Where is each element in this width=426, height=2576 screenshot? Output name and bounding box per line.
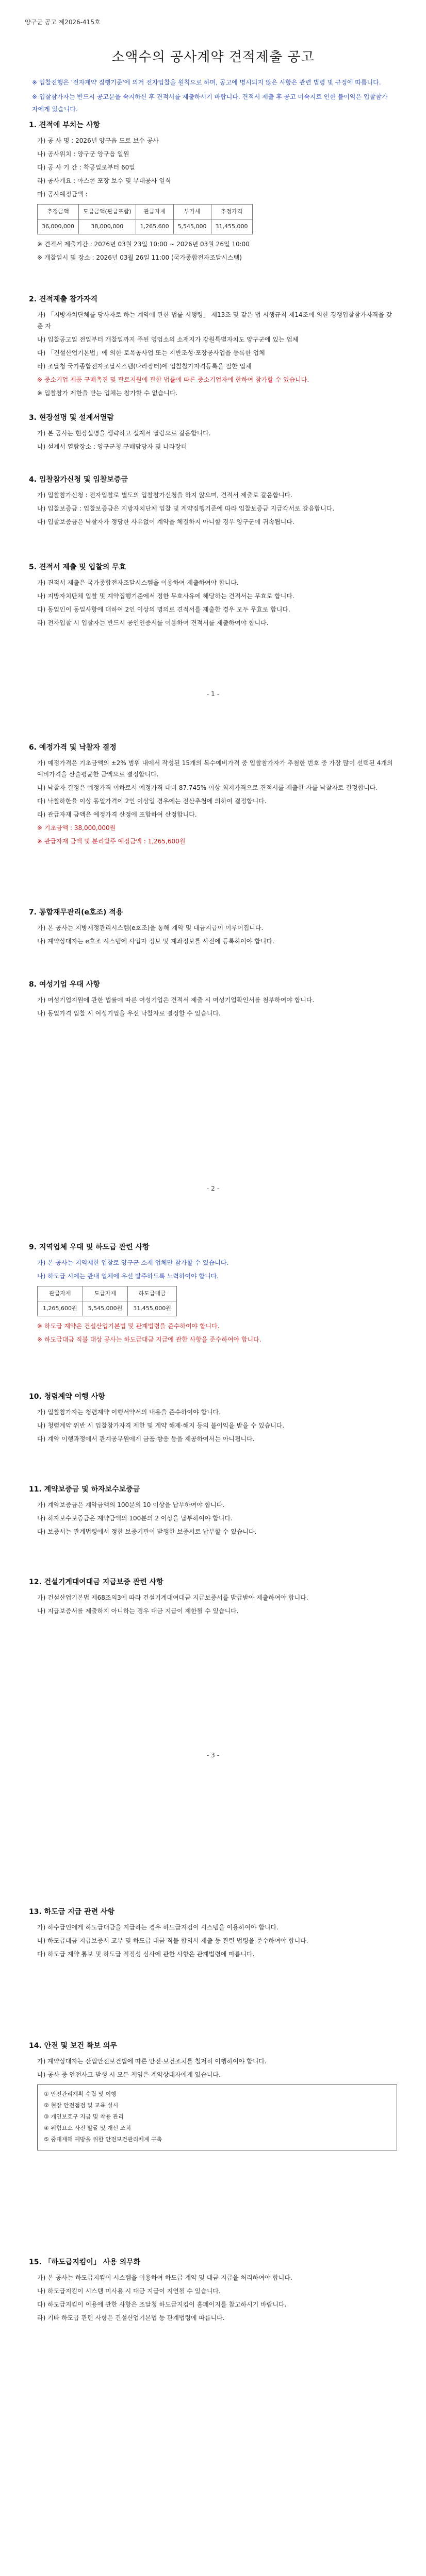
section-note: ※ 입찰참가 제한을 받는 업체는 참가할 수 없습니다.: [37, 389, 178, 397]
section-item: 가) 하수급인에게 하도급대금을 지급하는 경우 하도급지킴이 시스템을 이용하여야 합니다.: [37, 1924, 278, 1931]
section-item: 나) 입찰공고일 전일부터 개찰일까지 주된 영업소의 소재지가 강원특별자치도 양구군에 있는 업체: [37, 336, 299, 343]
section-item: 마) 공사예정금액 :: [37, 191, 88, 198]
section-item: 나) 청렴계약 위반 시 입찰참가자격 제한 및 계약 해제·해지 등의 불이익을 받을 수 있습니다.: [37, 1422, 285, 1429]
section-9: [29, 1242, 397, 1347]
table-header: 하도급대금: [128, 1286, 177, 1301]
section-item: 가) 본 공사는 지역제한 입찰로 양구군 소재 업체만 참가할 수 있습니다.: [37, 1259, 229, 1266]
section-title: 14. 안전 및 보건 확보 의무: [29, 2042, 117, 2050]
section-item: 라) 공사개요 : 아스콘 포장 보수 및 부대공사 일식: [37, 177, 171, 184]
section-item: 다) 「건설산업기본법」에 의한 토목공사업 또는 지반조성·포장공사업을 등록한 업체: [37, 349, 265, 357]
section-item: 나) 하자보수보증금은 계약금액의 100분의 2 이상을 납부하여야 합니다.: [37, 1515, 233, 1522]
table-header: 도급자재: [83, 1286, 128, 1301]
section-title: 7. 통합재무관리(e호조) 적용: [29, 908, 123, 917]
budget-table: [37, 204, 253, 234]
document-title: 소액수의 공사계약 견적제출 공고: [111, 49, 315, 65]
page-number: - 1 -: [207, 690, 219, 698]
box-line: ⑤ 중대재해 예방을 위한 안전보건관리체계 구축: [44, 2136, 162, 2143]
section-title: 4. 입찰참가신청 및 입찰보증금: [29, 476, 128, 484]
section-item: 가) 계약상대자는 산업안전보건법에 따른 안전·보건조치를 철저히 이행하여야 합니다.: [37, 2058, 267, 2065]
safety-box: [37, 2084, 397, 2150]
section-note: ※ 견적서 제출기간 : 2026년 03월 23일 10:00 ~ 2026년 03월 26일 10:00: [37, 241, 250, 248]
section-11: [29, 1484, 397, 1539]
section-13: [29, 1906, 397, 1962]
section-4: [29, 474, 397, 530]
table-header: 추정금액: [38, 205, 79, 219]
section-item: 나) 입찰보증금 : 입찰보증금은 지방자치단체 입찰 및 계약집행기준에 따라 입찰보증금 지급각서로 갈음합니다.: [37, 505, 335, 512]
section-title: 10. 청렴계약 이행 사항: [29, 1393, 105, 1401]
section-note: ※ 기초금액 : 38,000,000원: [37, 824, 116, 832]
page-number: - 2 -: [207, 1185, 219, 1192]
section-note: ※ 하도급 계약은 건설산업기본법 및 관계법령을 준수하여야 합니다.: [37, 1323, 220, 1330]
section-item: 다) 공 사 기 간 : 착공일로부터 60일: [37, 164, 135, 171]
section-title: 12. 건설기계대여대금 지급보증 관련 사항: [29, 1578, 163, 1586]
section-3: [29, 412, 397, 454]
section-6: [29, 742, 397, 849]
section-item: 나) 지방자치단체 입찰 및 계약집행기준에서 정한 무효사유에 해당하는 견적서는 무효로 합니다.: [37, 592, 294, 600]
section-14: [29, 2040, 397, 2155]
section-title: 8. 여성기업 우대 사항: [29, 980, 100, 989]
section-item: 라) 전자입찰 시 입찰자는 반드시 공인인증서를 이용하여 견적서를 제출하여야 합니다.: [37, 619, 269, 626]
section-item: 가) 입찰참가자는 청렴계약 이행서약서의 내용을 준수하여야 합니다.: [37, 1409, 221, 1416]
table-cell: 5,545,000원: [83, 1301, 128, 1316]
section-title: 15. 「하도급지킴이」 사용 의무화: [29, 2258, 141, 2266]
section-item: 라) 관급자재 금액은 예정가격 산정에 포함하여 산정합니다.: [37, 811, 197, 818]
box-line: ④ 위험요소 사전 발굴 및 개선 조치: [44, 2125, 131, 2131]
section-item: 가) 여성기업지원에 관한 법률에 따른 여성기업은 견적서 제출 시 여성기업확인서를 첨부하여야 합니다.: [37, 996, 315, 1004]
section-7: [29, 907, 397, 949]
section-item: 나) 공사 중 안전사고 발생 시 모든 책임은 계약상대자에게 있습니다.: [37, 2071, 221, 2078]
section-item: 나) 공사위치 : 양구군 양구읍 일원: [37, 150, 129, 158]
table-header: 부가세: [173, 205, 211, 219]
table-header: 도급금액(관급포함): [78, 205, 136, 219]
table-cell: 1,265,600: [136, 219, 173, 234]
table-header: 추정가격: [211, 205, 252, 219]
section-title: 1. 견적에 부치는 사항: [29, 121, 100, 129]
section-item: 가) 본 공사는 현장설명을 생략하고 설계서 열람으로 갈음합니다.: [37, 430, 211, 437]
section-item: 가) 예정가격은 기초금액의 ±2% 범위 내에서 작성된 15개의 복수예비가격 중 입찰참가자가 추첨한 번호 중 가장 많이 선택된 4개의 예비가격을 산술평균한 금액으로 결정합니다.: [37, 759, 393, 778]
section-title: 9. 지역업체 우대 및 하도급 관련 사항: [29, 1243, 150, 1251]
announcement-number: 양구군 공고 제2026-415호: [25, 19, 101, 26]
section-item: 가) 계약보증금은 계약금액의 100분의 10 이상을 납부하여야 합니다.: [37, 1501, 225, 1509]
section-title: 3. 현장설명 및 설계서열람: [29, 414, 114, 422]
section-item: 가) 본 공사는 하도급지킴이 시스템을 이용하여 하도급 계약 및 대금 지급을 처리하여야 합니다.: [37, 2274, 292, 2281]
table-header: 관급자재: [38, 1286, 83, 1301]
section-note: ※ 관급자재 금액 및 분리발주 예정금액 : 1,265,600원: [37, 838, 186, 845]
section-item: 다) 하도급 계약 통보 및 하도급 적정성 심사에 관한 사항은 관계법령에 따릅니다.: [37, 1951, 255, 1958]
intro-line: ※ 입찰진행은 '전자계약 집행기준'에 의거 전자입찰을 원칙으로 하며, 공고에 명시되지 않은 사항은 관련 법령 및 규정에 따릅니다.: [32, 79, 381, 86]
box-line: ③ 개인보호구 지급 및 착용 관리: [44, 2113, 124, 2120]
section-10: [29, 1391, 397, 1447]
section-title: 6. 예정가격 및 낙찰자 결정: [29, 743, 117, 752]
section-item: 나) 계약상대자는 e호조 시스템에 사업자 정보 및 계좌정보를 사전에 등록하여야 합니다.: [37, 938, 274, 945]
section-item: 라) 기타 하도급 관련 사항은 건설산업기본법 등 관계법령에 따릅니다.: [37, 2314, 225, 2321]
section-item: 라) 조달청 국가종합전자조달시스템(나라장터)에 입찰참가자격등록을 필한 업체: [37, 363, 252, 370]
table-header: 관급자재: [136, 205, 173, 219]
table-cell: 31,455,000: [211, 219, 252, 234]
section-item: 나) 하도급 시에는 관내 업체에 우선 발주하도록 노력하여야 합니다.: [37, 1273, 219, 1280]
section-item: 나) 지급보증서를 제출하지 아니하는 경우 대금 지급이 제한될 수 있습니다.: [37, 1607, 239, 1615]
section-item: 나) 설계서 열람장소 : 양구군청 구매담당자 및 나라장터: [37, 443, 187, 450]
intro-notice: [32, 76, 393, 117]
section-item: 가) 공 사 명 : 2026년 양구읍 도로 보수 공사: [37, 137, 159, 144]
section-item: 가) 본 공사는 지방재정관리시스템(e호조)을 통해 계약 및 대금지급이 이루어집니다.: [37, 924, 264, 931]
table-cell: 1,265,600원: [38, 1301, 83, 1316]
section-5: [29, 562, 397, 631]
section-item: 다) 보증서는 관계법령에서 정한 보증기관이 발행한 보증서로 납부할 수 있습니다.: [37, 1528, 257, 1535]
section-15: [29, 2257, 397, 2326]
section-item: 다) 동일인이 동일사항에 대하여 2인 이상의 명의로 견적서를 제출한 경우 모두 무효로 합니다.: [37, 606, 290, 613]
section-note: ※ 중소기업 제품 구매촉진 및 판로지원에 관한 법률에 따른 중소기업자에 한하여 참가할 수 있습니다.: [37, 376, 309, 383]
page-number: - 3 -: [207, 1752, 219, 1759]
section-item: 다) 낙찰하한율 이상 동일가격이 2인 이상일 경우에는 전산추첨에 의하여 결정합니다.: [37, 798, 267, 805]
box-line: ① 안전관리계획 수립 및 이행: [44, 2091, 117, 2097]
section-item: 나) 하도급대금 지급보증서 교부 및 하도급 대금 직불 합의서 제출 등 관련 법령을 준수하여야 합니다.: [37, 1937, 308, 1944]
section-item: 가) 견적서 제출은 국가종합전자조달시스템을 이용하여 제출하여야 합니다.: [37, 579, 239, 586]
section-item: 다) 입찰보증금은 낙찰자가 정당한 사유없이 계약을 체결하지 아니할 경우 양구군에 귀속됩니다.: [37, 518, 294, 526]
section-item: 다) 하도급지킴이 이용에 관한 사항은 조달청 하도급지킴이 홈페이지를 참고하시기 바랍니다.: [37, 2301, 287, 2308]
section-12: [29, 1577, 397, 1619]
section-title: 13. 하도급 지급 관련 사항: [29, 1908, 115, 1916]
section-1: [29, 120, 397, 265]
section-item: 나) 낙찰자 결정은 예정가격 이하로서 예정가격 대비 87.745% 이상 최저가격으로 견적서를 제출한 자를 낙찰자로 결정합니다.: [37, 784, 378, 791]
intro-line: ※ 입찰참가자는 반드시 공고문을 숙지하신 후 견적서를 제출하시기 바랍니다. 견적서 제출 후 공고 미숙지로 인한 불이익은 입찰참가자에게 있습니다.: [32, 93, 388, 113]
section-title: 2. 견적제출 참가자격: [29, 295, 97, 303]
table-cell: 31,455,000원: [128, 1301, 177, 1316]
section-2: [29, 294, 397, 401]
section-8: [29, 979, 397, 1021]
section-title: 11. 계약보증금 및 하자보수보증금: [29, 1485, 140, 1494]
section-item: 가) 입찰참가신청 : 전자입찰로 별도의 입찰참가신청을 하지 않으며, 견적서 제출로 갈음합니다.: [37, 492, 292, 499]
table-cell: 5,545,000: [173, 219, 211, 234]
table-cell: 36,000,000: [38, 219, 79, 234]
section-item: 나) 동일가격 입찰 시 여성기업을 우선 낙찰자로 결정할 수 있습니다.: [37, 1010, 221, 1017]
table-cell: 38,000,000: [78, 219, 136, 234]
section-note: ※ 개찰일시 및 장소 : 2026년 03월 26일 11:00 (국가종합전자조달시스템): [37, 254, 242, 261]
section-item: 다) 계약 이행과정에서 관계공무원에게 금품·향응 등을 제공하여서는 아니됩니다.: [37, 1435, 255, 1443]
subcontract-table: [37, 1286, 177, 1316]
section-title: 5. 견적서 제출 및 입찰의 무효: [29, 563, 126, 571]
box-line: ② 현장 안전점검 및 교육 실시: [44, 2102, 119, 2109]
section-item: 가) 「지방자치단체를 당사자로 하는 계약에 관한 법률 시행령」 제13조 및 같은 법 시행규칙 제14조에 의한 경쟁입찰참가자격을 갖춘 자: [37, 311, 392, 330]
section-note: ※ 하도급대금 직불 대상 공사는 하도급대금 지급에 관한 사항을 준수하여야 합니다.: [37, 1336, 261, 1343]
section-item: 나) 하도급지킴이 시스템 미사용 시 대금 지급이 지연될 수 있습니다.: [37, 2287, 221, 2295]
section-item: 가) 건설산업기본법 제68조의3에 따라 건설기계대여대금 지급보증서를 발급받아 제출하여야 합니다.: [37, 1594, 308, 1601]
